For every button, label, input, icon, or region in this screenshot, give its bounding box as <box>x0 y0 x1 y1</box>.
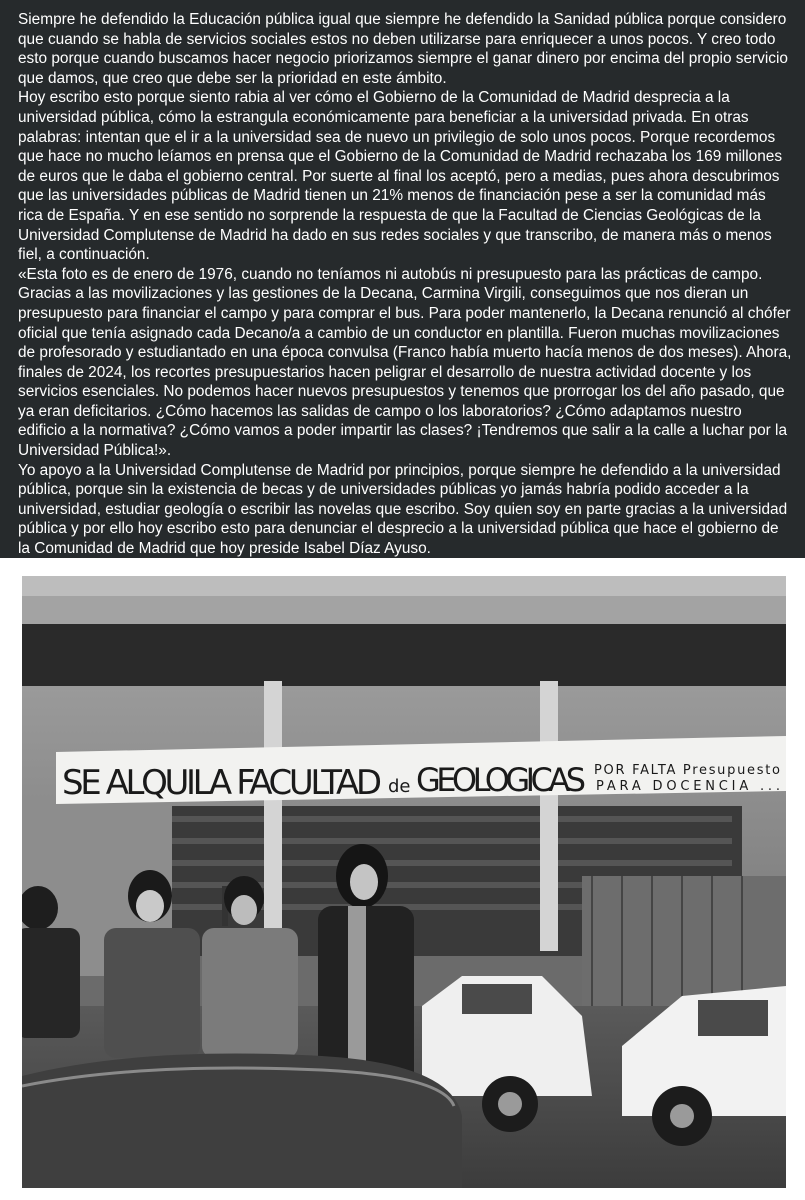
paragraph-faculty-quote: «Esta foto es de enero de 1976, cuando no teníamos ni autobús ni presupuesto para las prácticas de campo. Gracias a las movilizaciones y las gestiones de la Decana, Carmina Virgili, conseguimos que nos dieran un presupuesto para financiar el campo y para comprar el bus. Para poder mantenerlo, la Decana renunció al chófer oficial que tenía asignado cada Decano/a a cambio de un conductor en plantilla. Fueron muchas movilizaciones de profesorado y estudiantado en una época convulsa (Franco había muerto hacía menos de dos meses). Ahora, finales de 2024, los recortes presupuestarios hacen peligrar el desarrollo de nuestra actividad docente y los servicios esenciales. No podemos hacer nuevos presupuestos y tenemos que prorrogar los del año pasado, que ya eran deficitarios. ¿Cómo hacemos las salidas de campo o los laboratorios? ¿Cómo adaptamos nuestro edificio a la normativa? ¿Cómo vamos a poder impartir las clases? ¡Tendremos que salir a la calle a luchar por la Universidad Pública!». <box>18 265 792 460</box>
banner-main-text: SE ALQUILA FACULTAD <box>62 763 382 803</box>
banner-side-line-1: POR FALTA Presupuesto <box>594 763 780 778</box>
protest-photo-illustration <box>22 576 786 1188</box>
photo-frame <box>0 558 805 1200</box>
paragraph-support: Yo apoyo a la Universidad Complutense de Madrid por principios, porque siempre he defendido a la universidad pública, porque sin la existencia de becas y de universidades públicas yo jamás habría podido acceder a la universidad, estudiar geología o escribir las novelas que escribo. Soy quien soy en parte gracias a la universidad pública y por ello hoy escribo esto para denunciar el desprecio a la universidad pública que hace el gobierno de la Comunidad de Madrid que hoy preside Isabel Díaz Ayuso. <box>18 461 788 558</box>
paragraph-intro: Siempre he defendido la Educación pública igual que siempre he defendido la Sanidad pública porque considero que cuando se habla de servicios sociales estos no deben utilizarse para enriquecer a unos pocos. Y creo todo esto porque cuando buscamos hacer negocio priorizamos siempre el ganar dinero por encima del propio servicio que damos, que creo que debe ser la prioridad en este ámbito. <box>18 11 788 87</box>
banner-geo-text: GEOLOGICAS <box>416 761 586 799</box>
paragraph-madrid-government: Hoy escribo esto porque siento rabia al ver cómo el Gobierno de la Comunidad de Madrid desprecia a la universidad pública, cómo la estrangula económicamente para beneficiar a la universidad privada. En otras palabras: intentan que el ir a la universidad sea de nuevo un privilegio de solo unos pocos. Porque recordemos que hace no mucho leíamos en prensa que el Gobierno de la Comunidad de Madrid rechazaba los 169 millones de euros que le daba el gobierno central. Por suerte al final los aceptó, pero a medias, pues ahora descubrimos que las universidades públicas de Madrid tienen un 21% menos de financiación pese a ser la comunidad más rica de España. Y en ese sentido no sorprende la respuesta de que la Facultad de Ciencias Geológicas de la Universidad Complutense de Madrid ha dado en sus redes sociales y que transcribo, de manera más o menos fiel, a continuación. <box>18 89 783 264</box>
banner-de-text: de <box>388 776 411 797</box>
protest-photo-1976 <box>22 576 786 1188</box>
banner-side-line-2: PARA DOCENCIA ... <box>596 779 780 794</box>
post-text-panel <box>0 0 805 558</box>
